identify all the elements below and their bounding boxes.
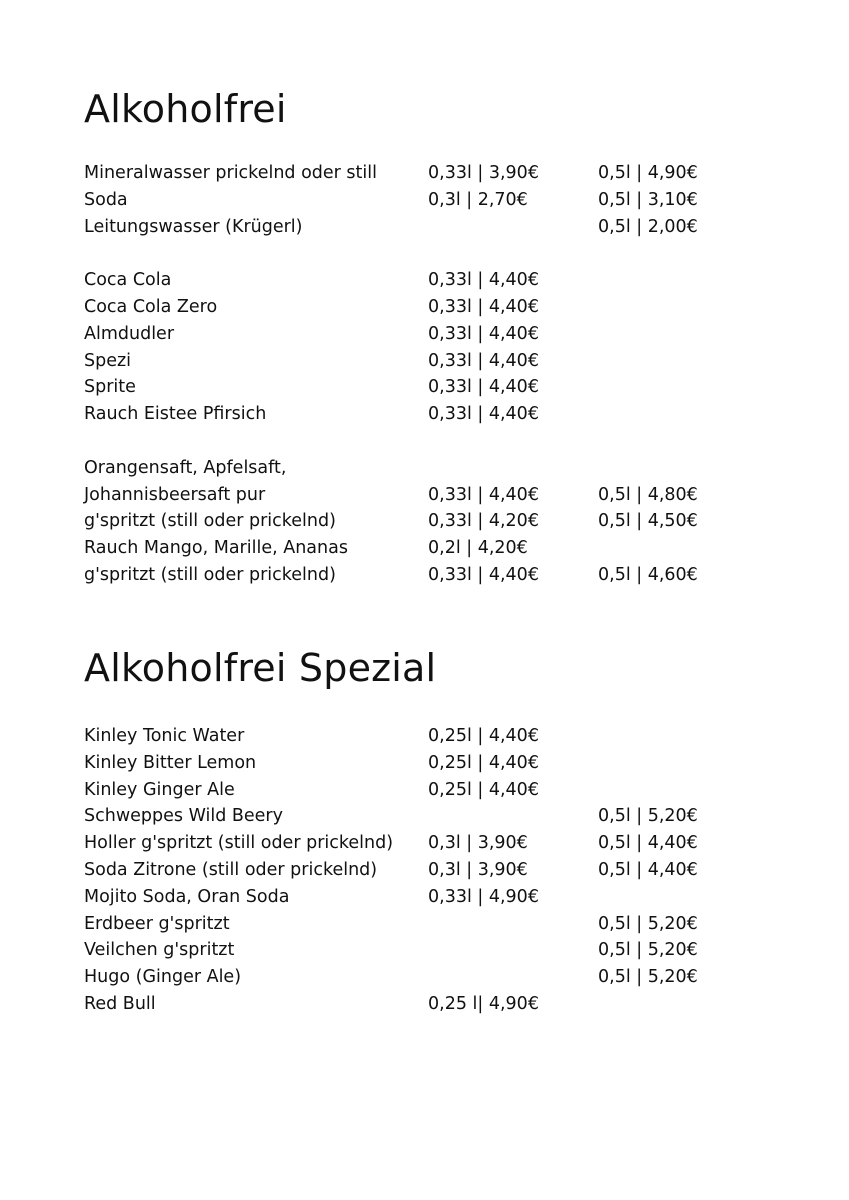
menu-item-row <box>84 777 784 804</box>
item-name: Almdudler <box>84 323 175 344</box>
price-large: 0,5l | 4,40€ <box>598 833 698 854</box>
price-small: 0,25l | 4,40€ <box>428 726 539 746</box>
spacer <box>84 240 784 267</box>
item-name: Soda Zitrone (still oder prickelnd) <box>84 859 378 880</box>
item-name: Johannisbeersaft pur <box>84 484 266 505</box>
price-small: 0,33l | 4,20€ <box>428 511 539 532</box>
section-alkoholfrei-spezial <box>84 645 784 1018</box>
item-name: Orangensaft, Apfelsaft, <box>84 457 287 478</box>
price-large: 0,5l | 4,50€ <box>598 511 698 532</box>
price-small: 0,33l | 4,40€ <box>428 350 539 371</box>
menu-item-row <box>84 964 784 991</box>
price-large: 0,5l | 5,20€ <box>598 913 698 934</box>
item-name: Hugo (Ginger Ale) <box>84 967 242 988</box>
item-name: Kinley Tonic Water <box>84 726 245 746</box>
section-alkoholfrei <box>84 86 784 589</box>
price-small: 0,33l | 4,40€ <box>428 323 539 344</box>
item-name: Schweppes Wild Beery <box>84 806 283 827</box>
item-name: Holler g'spritzt (still oder prickelnd) <box>84 833 394 854</box>
price-small: 0,3l | 3,90€ <box>428 833 528 854</box>
item-name: Mineralwasser prickelnd oder still <box>84 163 377 183</box>
price-large: 0,5l | 2,00€ <box>598 216 698 237</box>
menu-item-row <box>84 482 784 509</box>
menu-item-row <box>84 321 784 348</box>
menu-item-row <box>84 991 784 1018</box>
item-name: g'spritzt (still oder prickelnd) <box>84 511 336 532</box>
section-title: Alkoholfrei <box>84 87 287 131</box>
menu-item-row <box>84 160 784 187</box>
menu-item-row <box>84 535 784 562</box>
menu-item-row <box>84 911 784 938</box>
menu-item-row <box>84 348 784 375</box>
section-title: Alkoholfrei Spezial <box>84 646 437 690</box>
menu-item-row <box>84 830 784 857</box>
item-name: Kinley Bitter Lemon <box>84 752 257 773</box>
item-name: Veilchen g'spritzt <box>84 940 235 961</box>
item-name: Sprite <box>84 377 136 398</box>
price-large: 0,5l | 5,20€ <box>598 967 698 988</box>
price-list <box>84 723 784 1018</box>
price-large: 0,5l | 4,60€ <box>598 564 698 585</box>
item-name: Rauch Eistee Pfirsich <box>84 404 267 425</box>
item-name: g'spritzt (still oder prickelnd) <box>84 564 336 585</box>
menu-item-row <box>84 562 784 589</box>
menu-item-row <box>84 884 784 911</box>
price-large: 0,5l | 3,10€ <box>598 189 698 210</box>
menu-item-row <box>84 750 784 777</box>
menu-item-row <box>84 508 784 535</box>
menu-item-row <box>84 374 784 401</box>
price-small: 0,2l | 4,20€ <box>428 538 528 559</box>
price-large: 0,5l | 4,90€ <box>598 163 698 183</box>
price-small: 0,33l | 4,40€ <box>428 296 539 317</box>
menu-item-row <box>84 857 784 884</box>
menu-item-row <box>84 803 784 830</box>
menu-item-row <box>84 187 784 214</box>
price-small: 0,25l | 4,40€ <box>428 752 539 773</box>
spacer <box>84 428 784 455</box>
price-small: 0,3l | 2,70€ <box>428 189 528 210</box>
price-small: 0,33l | 4,40€ <box>428 270 539 291</box>
item-name: Kinley Ginger Ale <box>84 779 235 800</box>
item-name: Rauch Mango, Marille, Ananas <box>84 538 348 559</box>
item-name: Red Bull <box>84 993 156 1014</box>
menu-item-row <box>84 401 784 428</box>
menu-item-row <box>84 937 784 964</box>
item-name: Spezi <box>84 350 132 371</box>
price-list <box>84 160 784 589</box>
menu-item-row <box>84 455 784 482</box>
item-name: Mojito Soda, Oran Soda <box>84 886 290 907</box>
price-small: 0,33l | 3,90€ <box>428 163 539 183</box>
menu-item-row <box>84 723 784 750</box>
price-large: 0,5l | 5,20€ <box>598 940 698 961</box>
item-name: Coca Cola <box>84 270 172 291</box>
price-small: 0,33l | 4,40€ <box>428 404 539 425</box>
price-small: 0,3l | 3,90€ <box>428 859 528 880</box>
item-name: Leitungswasser (Krügerl) <box>84 216 303 237</box>
price-small: 0,33l | 4,40€ <box>428 564 539 585</box>
price-large: 0,5l | 5,20€ <box>598 806 698 827</box>
price-small: 0,25l | 4,40€ <box>428 779 539 800</box>
item-name: Coca Cola Zero <box>84 296 218 317</box>
item-name: Soda <box>84 189 128 210</box>
menu-item-row <box>84 214 784 241</box>
price-large: 0,5l | 4,80€ <box>598 484 698 505</box>
price-small: 0,33l | 4,40€ <box>428 484 539 505</box>
price-large: 0,5l | 4,40€ <box>598 859 698 880</box>
item-name: Erdbeer g'spritzt <box>84 913 230 934</box>
price-small: 0,33l | 4,90€ <box>428 886 539 907</box>
menu-item-row <box>84 294 784 321</box>
menu-item-row <box>84 267 784 294</box>
price-small: 0,33l | 4,40€ <box>428 377 539 398</box>
price-small: 0,25 l| 4,90€ <box>428 993 539 1014</box>
